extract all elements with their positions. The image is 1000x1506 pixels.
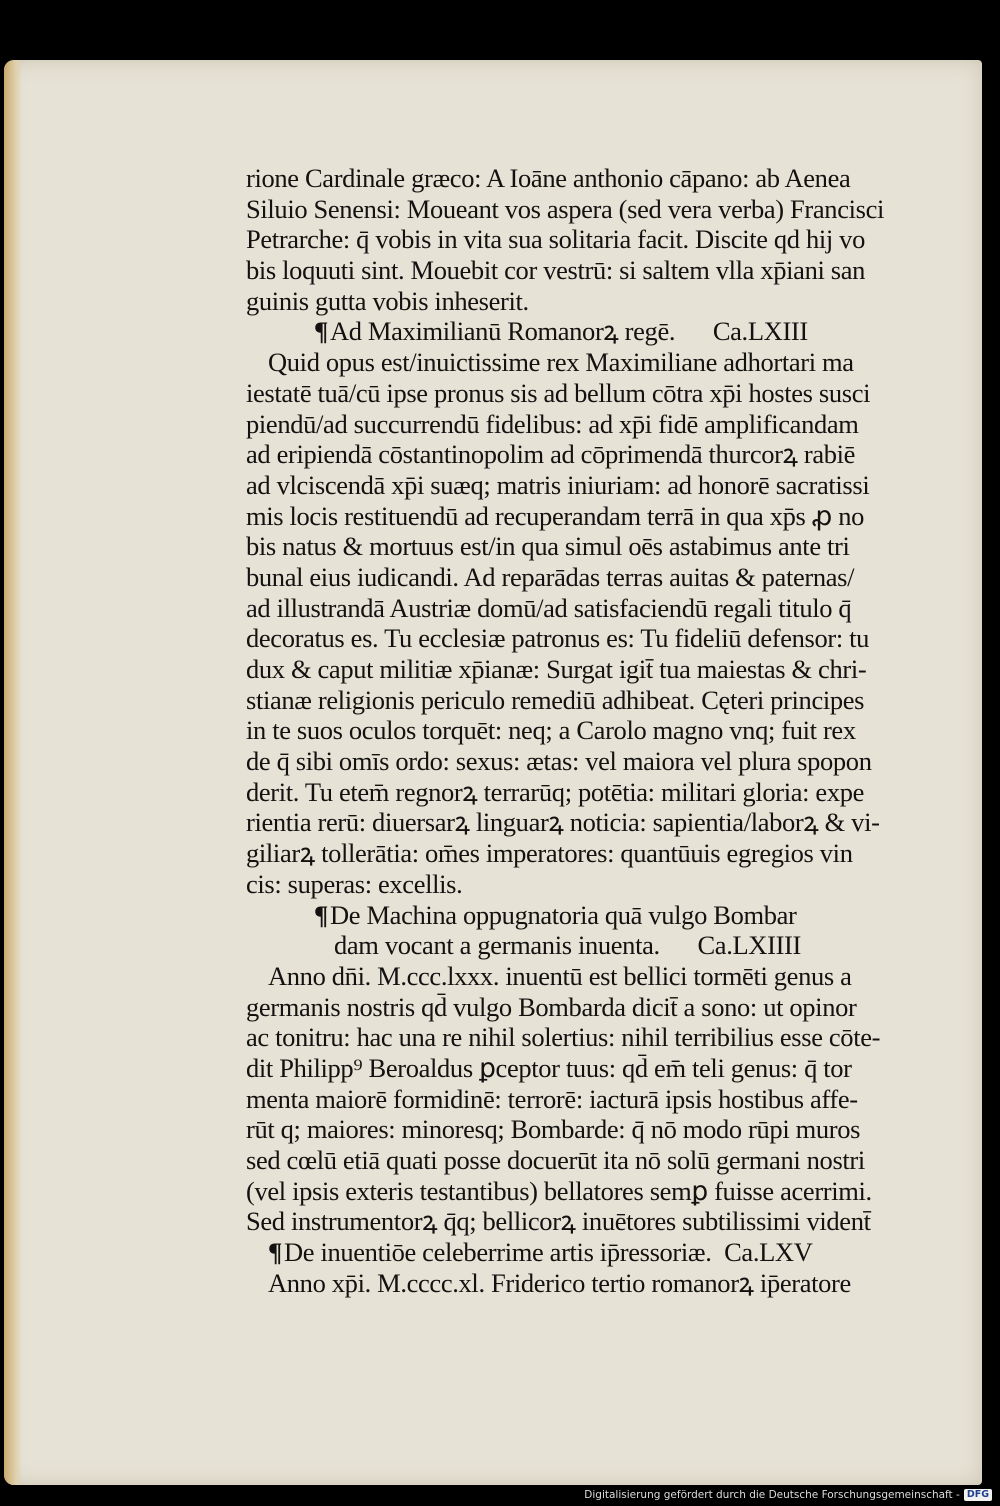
text-line: sed cœlū etiā quati posse docuerūt ita nō solū germani nostri [246, 1145, 865, 1175]
text-line: bunal eius iudicandi. Ad reparādas terras auitas & paternas/ [246, 561, 855, 592]
chapter-heading-64 [246, 900, 941, 931]
chapter-title: De inuentiōe celeberrime artis ip̄ressoriæ. [283, 1237, 712, 1268]
text-line: Petrarche: q̄ vobis in vita sua solitaria facit. Discite qd hij vo [246, 224, 865, 255]
chapter-number: Ca.LXIIII [697, 930, 801, 961]
text-line: ad eripiendā cōstantinopolim ad cōprimendā thurcorꝝ rabiē [246, 439, 856, 470]
text-line: germanis nostris qd̄ vulgo Bombarda dicit̄ a sono: ut opinor [246, 991, 857, 1022]
text-line: bis natus & mortuus est/in qua simul oēs astabimus ante tri [246, 531, 850, 562]
chapter-title-cont: dam vocant a germanis inuenta. [334, 930, 660, 961]
chapter-heading-63 [246, 316, 941, 347]
pilcrow-icon: ¶ [314, 899, 328, 930]
text-line: Anno dn̄i. M.ccc.lxxx. inuentū est bellici tormēti genus a [268, 960, 852, 991]
chapter-title: Ad Maximilianū Romanorꝝ regē. [329, 316, 676, 347]
text-line: Quid opus est/inuictissime rex Maximiliane adhortari ma [268, 347, 854, 378]
footer-credit-text: Digitalisierung gefördert durch die Deutsche Forschungsgemeinschaft - [584, 1489, 960, 1501]
text-line: decoratus es. Tu ecclesiæ patronus es: Tu fideliū defensor: tu [246, 623, 870, 654]
text-line: rūt q; maiores: minoresq; Bombarde: q̄ nō modo rūpi muros [246, 1114, 861, 1145]
text-line: rientia rerū: diuersarꝝ linguarꝝ noticia: sapientia/laborꝝ & vi- [246, 807, 880, 838]
pilcrow-icon: ¶ [268, 1237, 282, 1268]
text-line: (vel ipsis exteris testantibus) bellatores semꝑ fuisse acerrimi. [246, 1175, 872, 1206]
chapter-number: Ca.LXIII [712, 316, 808, 347]
text-line: guinis gutta vobis inheserit. [246, 285, 529, 316]
text-line: ad vlciscendā xp̄i suæq; matris iniuriam: ad honorē sacratissi [246, 469, 870, 500]
text-line: Anno xp̄i. M.cccc.xl. Friderico tertio romanorꝝ ip̄eratore [268, 1267, 851, 1298]
chapter-heading-65 [246, 1237, 941, 1268]
text-line: giliarꝝ tollerātia: om̄es imperatores: quantūuis egregios vin [246, 838, 853, 869]
text-line: mis locis restituendū ad recuperandam terrā in qua xp̄s ꝓ no [246, 500, 865, 531]
text-block [246, 163, 941, 1298]
text-line: dit Philipp⁹ Beroaldus ꝑceptor tuus: qd̄ em̄ teli genus: q̄ tor [246, 1052, 852, 1083]
chapter-title: De Machina oppugnatoria quā vulgo Bombar [329, 899, 797, 930]
text-line: cis: superas: excellis. [246, 868, 463, 899]
text-line: dux & caput militiæ xp̄ianæ: Surgat igit̄ tua maiestas & chri- [246, 654, 867, 684]
pilcrow-icon: ¶ [314, 316, 328, 347]
book-page [4, 60, 982, 1485]
text-line: rione Cardinale græco: A Ioāne anthonio cāpano: ab Aenea [246, 163, 851, 193]
text-line: menta maiorē formidinē: terrorē: iacturā ipsis hostibus affe- [246, 1083, 858, 1114]
text-line: Siluio Senensi: Moueant vos aspera (sed vera verba) Francisci [246, 193, 885, 224]
footer-credit [584, 1486, 992, 1504]
text-line: ad illustrandā Austriæ domū/ad satisfaciendū regali titulo q̄ [246, 592, 852, 623]
text-line: derit. Tu etem̄ regnorꝝ terrarūq; potētia: militari gloria: expe [246, 776, 865, 807]
text-line: ac tonitru: hac una re nihil solertius: nihil terribilius esse cōte- [246, 1022, 881, 1053]
text-line: iestatē tuā/cū ipse pronus sis ad bellum cōtra xp̄i hostes susci [246, 377, 871, 408]
dfg-logo-icon: DFG [964, 1489, 992, 1501]
text-line: bis loquuti sint. Mouebit cor vestrū: si saltem vlla xp̄iani san [246, 255, 866, 286]
text-line: in te suos oculos torquēt: neq; a Carolo magno vnq; fuit rex [246, 715, 856, 746]
text-line: Sed instrumentorꝝ q̄q; bellicorꝝ inuētores subtilissimi vident̄ [246, 1206, 871, 1237]
text-line: de q̄ sibi omīs ordo: sexus: ætas: vel maiora vel plura spopon [246, 746, 872, 777]
text-line: stianæ religionis periculo remediū adhibeat. Cęteri principes [246, 684, 865, 715]
text-line: piendū/ad succurrendū fidelibus: ad xp̄i fidē amplificandam [246, 408, 859, 439]
chapter-number: Ca.LXV [724, 1237, 813, 1268]
chapter-heading-64-cont [246, 930, 941, 961]
